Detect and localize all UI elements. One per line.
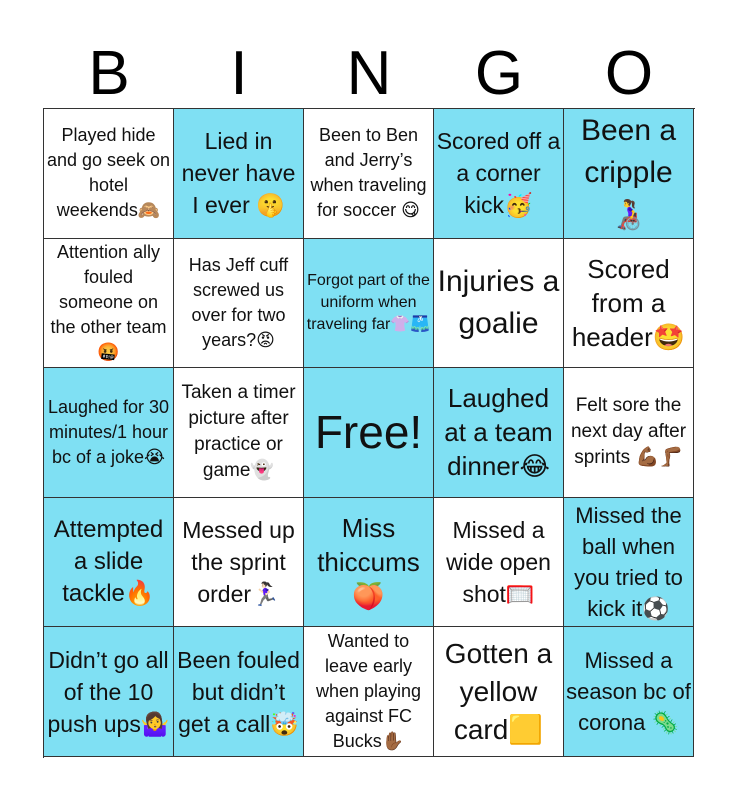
header-letter-g: G [474, 39, 524, 108]
free-space-text: Free! [314, 406, 423, 459]
cell-text: Felt sore the next day after sprints 💪🏾🦵🏾 [570, 395, 687, 469]
bingo-header [44, 40, 694, 108]
bingo-cell[interactable] [44, 627, 174, 757]
bingo-cell[interactable] [564, 627, 694, 757]
cell-text: Been fouled but didn’t get a call🤯 [177, 646, 300, 737]
header-letter-i: I [230, 39, 248, 108]
cell-text: Been a cripple 👩‍🦽 [580, 114, 677, 232]
bingo-cell[interactable] [304, 239, 434, 369]
bingo-cell[interactable] [564, 109, 694, 239]
bingo-cell[interactable] [564, 368, 694, 498]
cell-text: Wanted to leave early when playing against FC Bucks✋🏾 [315, 631, 422, 752]
cell-text: Laughed for 30 minutes/1 hour bc of a joke😭 [47, 396, 170, 467]
bingo-cell[interactable] [564, 498, 694, 628]
bingo-cell[interactable] [174, 368, 304, 498]
header-letter-b: B [88, 39, 130, 108]
cell-text: Miss thiccums 🍑 [317, 513, 420, 612]
cell-text: Lied in never have I ever 🤫 [181, 128, 296, 219]
bingo-cell[interactable] [44, 368, 174, 498]
bingo-cell[interactable] [434, 368, 564, 498]
bingo-cell[interactable] [304, 109, 434, 239]
bingo-cell[interactable] [434, 239, 564, 369]
cell-text: Forgot part of the uniform when traveling far👚🩳 [306, 271, 431, 333]
cell-text: Injuries a goalie [437, 264, 560, 340]
bingo-cell[interactable] [434, 627, 564, 757]
bingo-cell[interactable] [174, 109, 304, 239]
bingo-cell[interactable] [434, 498, 564, 628]
cell-text: Missed a wide open shot🥅 [446, 517, 551, 608]
cell-text: Laughed at a team dinner😂 [444, 383, 553, 482]
cell-text: Missed the ball when you tried to kick it⚽️ [574, 503, 683, 622]
cell-text: Taken a timer picture after practice or game👻 [181, 382, 296, 482]
bingo-cell[interactable] [434, 109, 564, 239]
bingo-cell[interactable] [174, 239, 304, 369]
bingo-cell[interactable] [304, 498, 434, 628]
bingo-board [43, 108, 695, 758]
cell-text: Messed up the sprint order🏃🏻‍♀️ [182, 517, 295, 608]
cell-text: Didn’t go all of the 10 push ups🤷‍♀️ [47, 646, 170, 737]
header-letter-n: N [346, 39, 392, 108]
bingo-cell[interactable] [174, 627, 304, 757]
bingo-cell[interactable] [174, 498, 304, 628]
cell-text: Been to Ben and Jerry’s when traveling for soccer 😋 [310, 125, 427, 221]
cell-text: Gotten a yellow card🟨 [444, 637, 553, 745]
cell-text: Played hide and go seek on hotel weekends🙈 [46, 125, 171, 221]
bingo-cell[interactable] [564, 239, 694, 369]
header-letter-o: O [604, 39, 654, 108]
bingo-cell[interactable] [44, 109, 174, 239]
bingo-cell[interactable] [44, 498, 174, 628]
bingo-cell[interactable] [44, 239, 174, 369]
bingo-cell[interactable] [304, 627, 434, 757]
cell-text: Scored off a a corner kick🥳 [436, 128, 561, 219]
bingo-free-cell[interactable] [304, 368, 434, 498]
cell-text: Missed a season bc of corona 🦠 [566, 648, 691, 736]
cell-text: Scored from a header🤩 [571, 253, 686, 352]
cell-text: Has Jeff cuff screwed us over for two years?😡 [188, 254, 289, 350]
cell-text: Attempted a slide tackle🔥 [53, 516, 164, 608]
cell-text: Attention ally fouled someone on the other team🤬 [50, 242, 167, 363]
